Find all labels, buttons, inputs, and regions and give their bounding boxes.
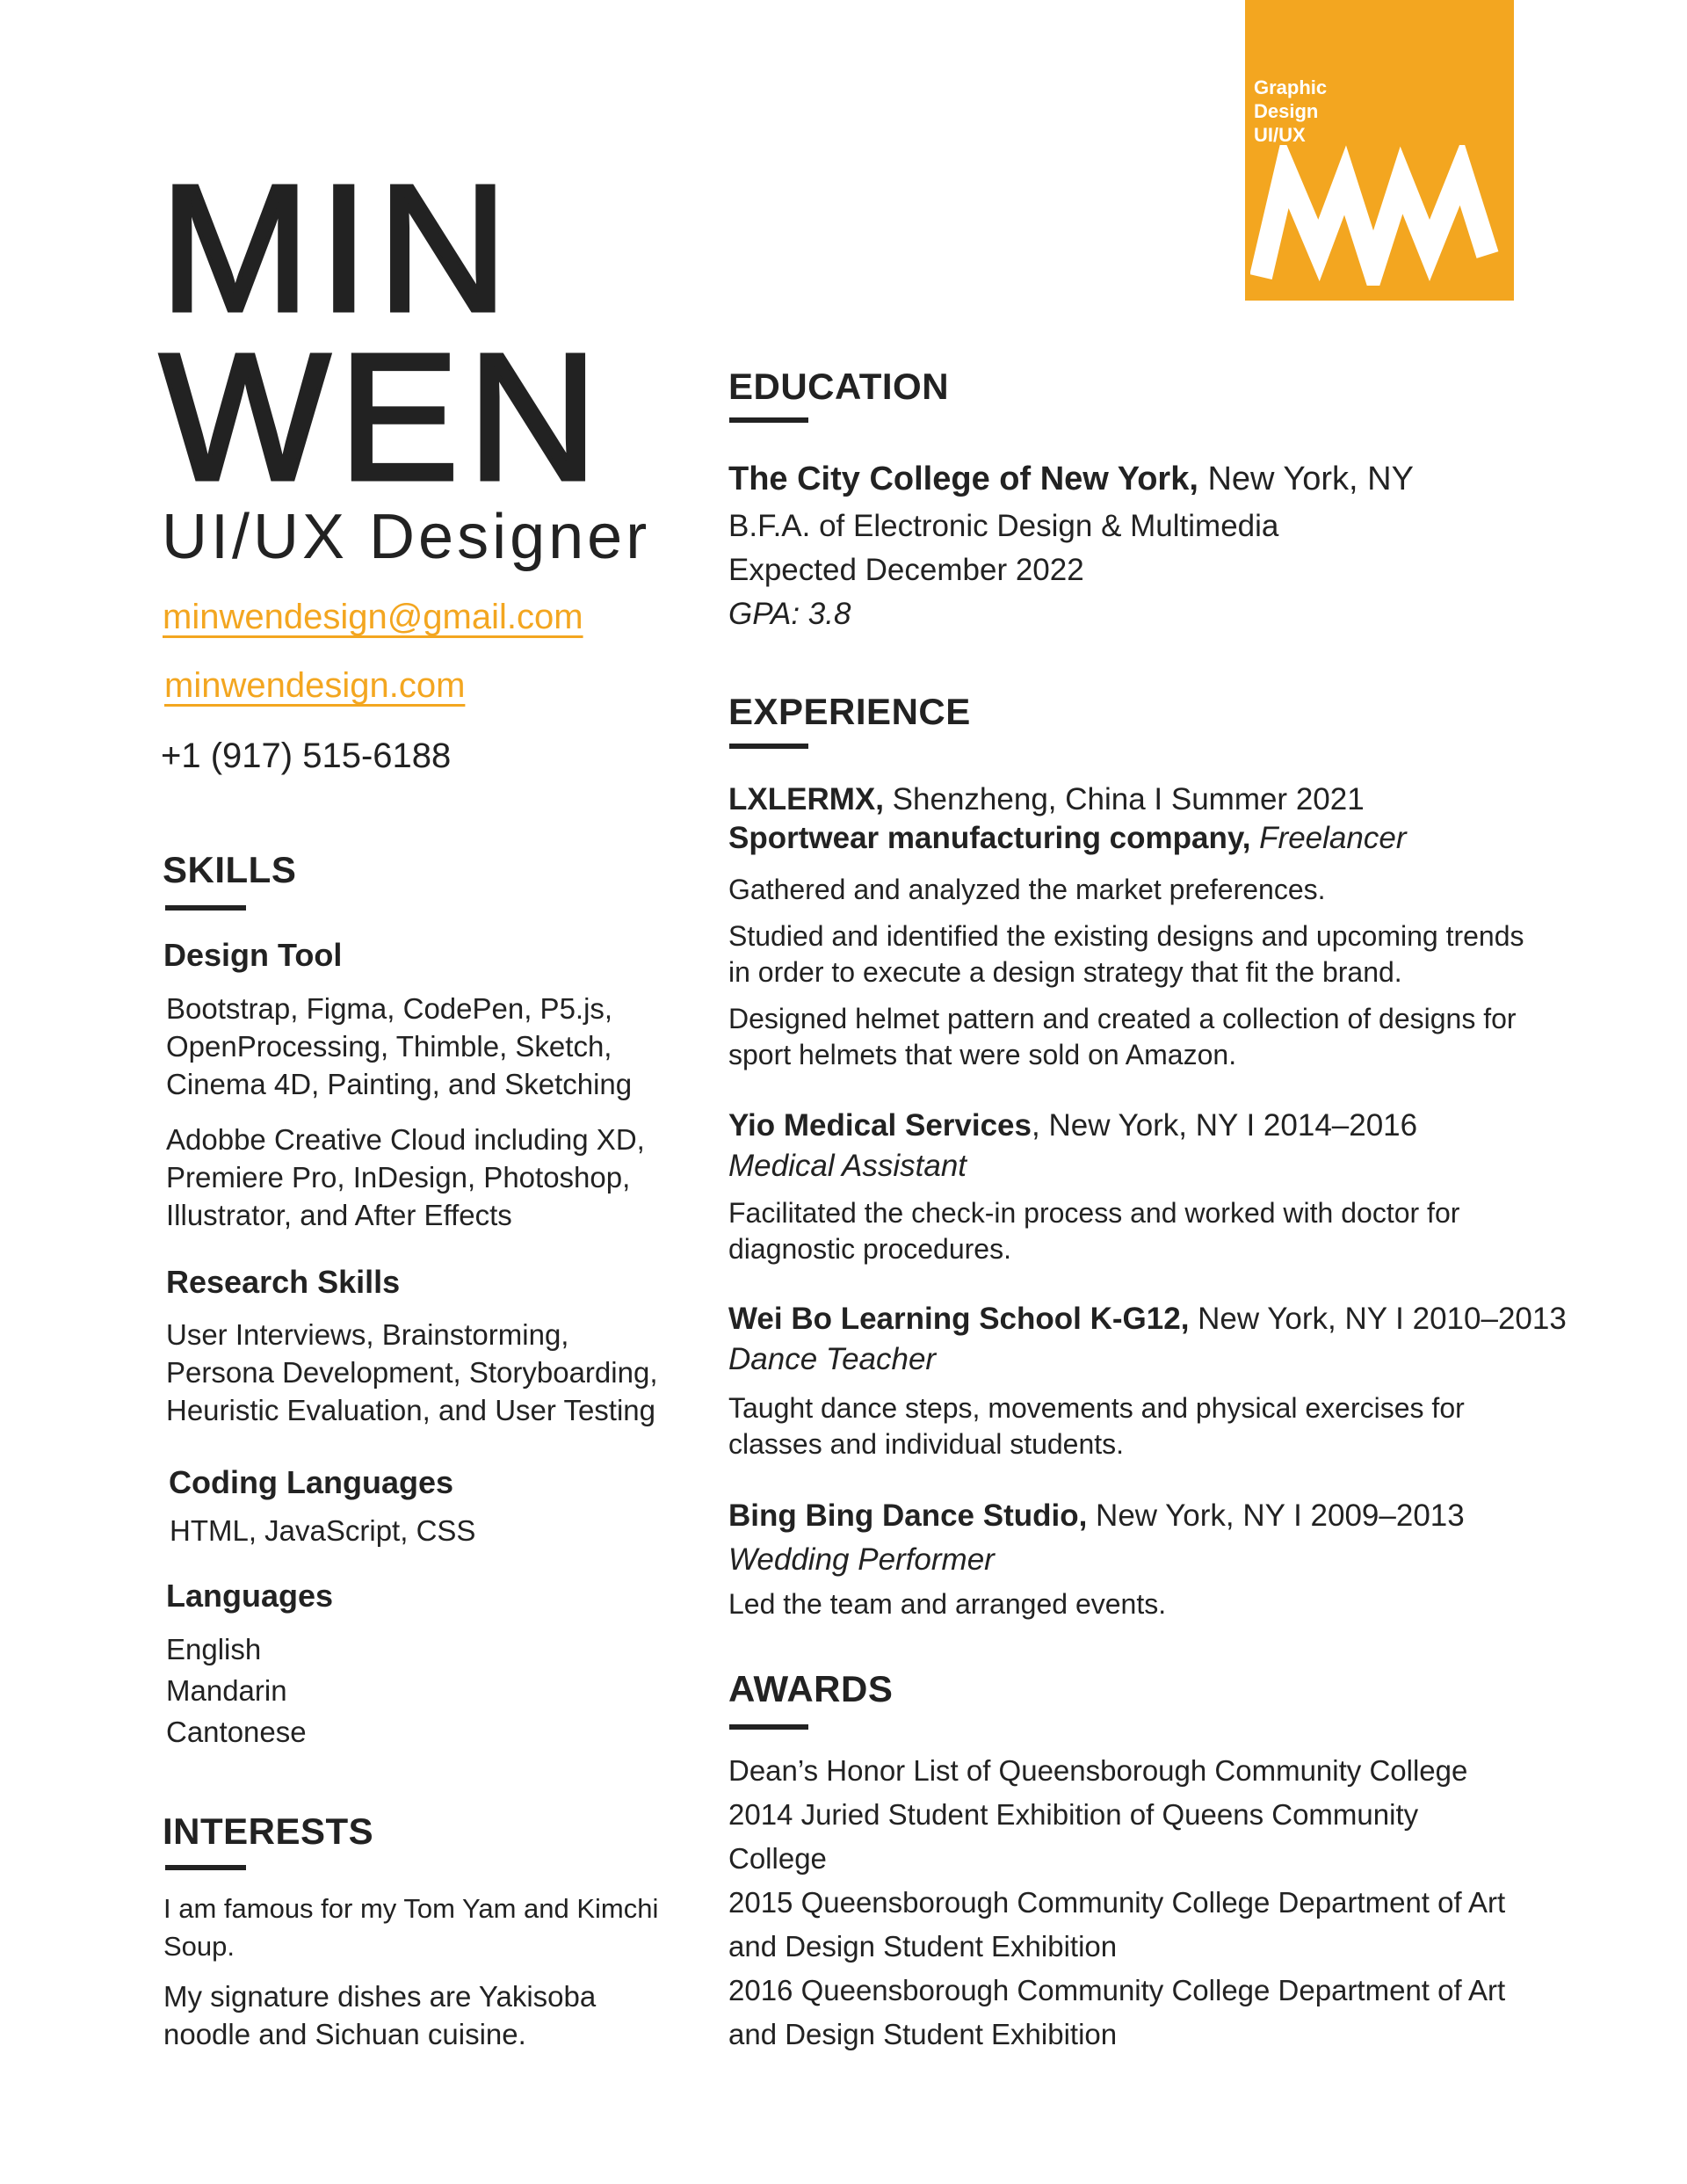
interests-text-1: I am famous for my Tom Yam and Kimchi Soup. [163, 1893, 659, 1962]
interests-text-2: My signature dishes are Yakisoba noodle and Sichuan cuisine. [163, 1980, 597, 2050]
language-item: Cantonese [166, 1716, 307, 1748]
interests-heading: INTERESTS [163, 1810, 374, 1852]
research-skills-heading: Research Skills [166, 1264, 401, 1300]
design-tool-text-2: Adobbe Creative Cloud including XD, Premiere Pro, InDesign, Photoshop, Illustrator, and After Effects [166, 1123, 645, 1231]
logo-line-uiux: UI/UX [1254, 124, 1306, 146]
logo-tagline [1254, 76, 1327, 147]
skills-heading: SKILLS [163, 849, 297, 890]
mw-monogram-icon [1250, 145, 1507, 286]
award-item: 2014 Juried Student Exhibition of Queens Community College [728, 1798, 1419, 1875]
phone-number: +1 (917) 515-6188 [161, 736, 452, 775]
job-entry [728, 1106, 1607, 1186]
coding-languages-text: HTML, JavaScript, CSS [170, 1514, 476, 1547]
education-details [728, 504, 1607, 636]
job-meta: , New York, NY I 2014–2016 [1032, 1108, 1418, 1143]
coding-languages-heading: Coding Languages [169, 1464, 453, 1500]
logo-line-graphic: Graphic [1254, 76, 1328, 98]
last-name: WEN [160, 316, 607, 518]
job-bullet: Gathered and analyzed the market preferences. [728, 874, 1326, 905]
job-bullet: Taught dance steps, movements and physical exercises for classes and individual students. [728, 1392, 1465, 1460]
job-title: Wedding Performer [728, 1542, 995, 1577]
languages-heading: Languages [166, 1578, 334, 1614]
experience-divider [729, 744, 808, 749]
design-tool-list [166, 990, 676, 1234]
award-item: 2016 Queensborough Community College Department of Art and Design Student Exhibition [728, 1974, 1506, 2050]
education-entry [728, 457, 1607, 501]
job-bullet: Designed helmet pattern and created a collection of designs for sport helmets that were sold on Amazon. [728, 1003, 1517, 1070]
design-tool-text-1: Bootstrap, Figma, CodePen, P5.js, OpenProcessing, Thimble, Sketch, Cinema 4D, Painting, and Sketching [166, 992, 633, 1100]
job-company: Wei Bo Learning School K-G12, [728, 1302, 1190, 1336]
job-bullets [728, 872, 1537, 1073]
awards-list [728, 1749, 1519, 2057]
language-item: Mandarin [166, 1674, 287, 1707]
job-entry [728, 780, 1607, 858]
interests-divider [165, 1865, 246, 1870]
job-company: Bing Bing Dance Studio, [728, 1498, 1088, 1533]
job-bullet: Facilitated the check-in process and worked with doctor for diagnostic procedures. [728, 1197, 1460, 1265]
languages-list [166, 1629, 307, 1752]
brand-logo [1245, 0, 1514, 301]
design-tool-heading: Design Tool [163, 937, 343, 973]
school-name: The City College of New York, [728, 461, 1198, 497]
job-company: LXLERMX, [728, 782, 884, 816]
job-meta: New York, NY I 2009–2013 [1087, 1498, 1465, 1533]
awards-heading: AWARDS [728, 1668, 894, 1709]
degree: B.F.A. of Electronic Design & Multimedia [728, 509, 1279, 543]
school-location: New York, NY [1198, 461, 1414, 497]
research-skills-text: User Interviews, Brainstorming, Persona Development, Storyboarding, Heuristic Evaluation, and User Testing [166, 1318, 658, 1426]
job-title: Medical Assistant [728, 1149, 967, 1183]
job-title: Freelancer [1250, 821, 1407, 855]
job-role: UI/UX Designer [162, 502, 651, 572]
interests-text [163, 1890, 691, 2053]
job-bullet: Studied and identified the existing designs and upcoming trends in order to execute a design strategy that fit the brand. [728, 920, 1524, 988]
job-bullets [728, 1390, 1546, 1462]
skills-divider [165, 905, 246, 911]
job-bullet: Led the team and arranged events. [728, 1588, 1167, 1620]
job-title: Dance Teacher [728, 1342, 937, 1376]
education-heading: EDUCATION [728, 366, 950, 407]
website-link[interactable]: minwendesign.com [164, 666, 466, 705]
experience-heading: EXPERIENCE [728, 691, 971, 732]
job-company: Yio Medical Services [728, 1108, 1032, 1143]
award-item: 2015 Queensborough Community College Department of Art and Design Student Exhibition [728, 1886, 1506, 1963]
email-link[interactable]: minwendesign@gmail.com [163, 598, 583, 636]
first-name: MIN [160, 148, 517, 349]
logo-line-design: Design [1254, 100, 1319, 122]
job-description: Sportwear manufacturing company, [728, 821, 1251, 855]
job-meta: Shenzheng, China I Summer 2021 [883, 782, 1365, 816]
job-meta: New York, NY I 2010–2013 [1189, 1302, 1567, 1336]
award-item: Dean’s Honor List of Queensborough Community College [728, 1754, 1468, 1787]
language-item: English [166, 1633, 262, 1665]
job-entry [728, 1299, 1607, 1380]
awards-divider [729, 1724, 808, 1730]
job-entry [728, 1494, 1607, 1582]
education-divider [729, 417, 808, 423]
job-bullets [728, 1586, 1519, 1622]
job-bullets [728, 1195, 1519, 1267]
gpa: GPA: 3.8 [728, 597, 851, 631]
expected-graduation: Expected December 2022 [728, 553, 1084, 587]
